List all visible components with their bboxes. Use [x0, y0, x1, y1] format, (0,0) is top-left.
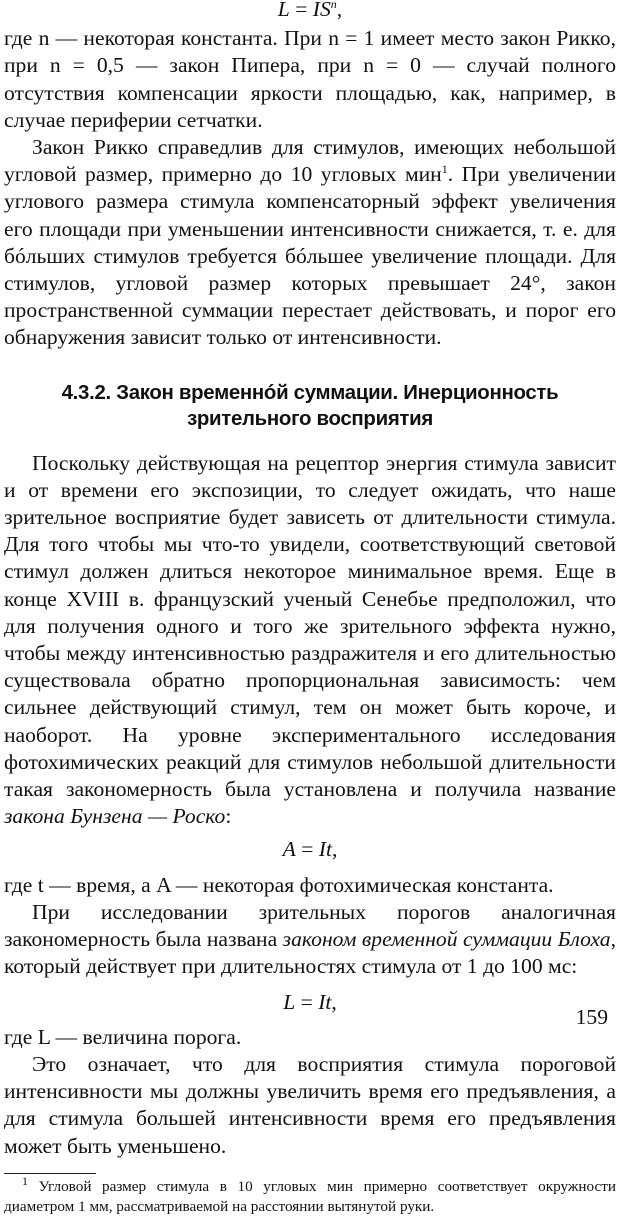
bloch-text-b: , который действует при длительностях стимула от 1 до 100 мс:	[4, 927, 616, 979]
bloch-text-a: При исследовании зрительных порогов аналогичная закономерность была названа	[4, 899, 616, 952]
bloch-law-term: законом временной суммации Блоха	[282, 927, 611, 952]
formula-lhs: L	[283, 989, 296, 1014]
page-number: 159	[575, 1005, 608, 1029]
formula-rhs: It	[318, 989, 332, 1014]
bunsen-text: Поскольку действующая на рецептор энергия стимула зависит и от времени его экспозиции, то следует ожидать, что наше зрительное восприятие будет зависеть от длительности стимула. Для того чтобы мы что-то увидели, соответствующий световой стимул должен длиться некоторое минимальное время. Еще в конце XVIII в. французский ученый Сенебье предположил, что для получения одного и того же зрительного эффекта нужно, чтобы между интенсивностью раздражителя и его длительностью существовала обратно пропорциональная зависимость: чем сильнее действующий стимул, тем он может быть короче, и наоборот. На уровне экспериментального исследования фотохимических реакций для стимулов небольшой длительности такая закономерность была установлена и получила название	[4, 450, 616, 802]
formula-rhs: It	[318, 837, 332, 862]
paragraph-where-t: где t — время, а A — некоторая фотохимическая константа.	[4, 872, 554, 897]
paragraph-meaning: Это означает, что для восприятия стимула пороговой интенсивности мы должны увеличить время его предъявления, а для стимула большей интенсивности время его предъявления может быть уменьшено.	[4, 1051, 616, 1158]
formula-lhs: L	[277, 0, 290, 21]
formula-rhs: IS	[312, 0, 331, 21]
ricco-text-b: . При увеличении углового размера стимула компенсаторный эффект увеличения его площади при уменьшении интенсивности снижается, т. е. для бóльших стимулов требуется бóльшее увеличение площади. Для стимулов, угловой размер которых превышает 24°, закон пространственной суммации перестает действовать, и порог его обнаружения зависит только от интенсивности.	[4, 162, 616, 350]
footnote	[4, 1173, 616, 1217]
formula-eq: =	[295, 837, 319, 862]
formula-trail: ,	[331, 989, 337, 1014]
footnote-divider	[4, 1173, 96, 1174]
formula-eq: =	[295, 989, 319, 1014]
paragraph-where-l: где L — величина порога.	[4, 1024, 242, 1049]
bunsen-roscoe-term: закона Бунзена — Роско	[4, 804, 226, 829]
paragraph-bunsen-roscoe	[4, 450, 616, 831]
formula-eq: =	[289, 0, 313, 21]
formula-bloch	[4, 989, 616, 1016]
formula-bunsen-roscoe	[4, 836, 616, 863]
paragraph-exponent-cases: где n — некоторая константа. При n = 1 имеет место закон Рикко, при n = 0,5 — закон Пипера, при n = 0 — случай полного отсутствия компенсации яркости площадью, как, например, в случае периферии сетчатки.	[4, 26, 616, 132]
heading-line-2: зрительного восприятия	[187, 407, 433, 430]
formula-exponent: n	[330, 0, 337, 11]
formula-trail: ,	[331, 837, 338, 862]
book-page	[4, 0, 616, 1215]
heading-line-1: 4.3.2. Закон временнóй суммации. Инерционность	[61, 381, 559, 404]
footnote-text: Угловой размер стимула в 10 угловых мин примерно соответствует окружности диаметром 1 мм, рассматриваемой на расстоянии вытянутой руки.	[4, 1177, 616, 1215]
formula-lhs: A	[282, 837, 296, 862]
paragraph-bloch-law	[4, 899, 616, 981]
bunsen-end: :	[225, 804, 232, 829]
ricco-text-a: Закон Рикко справедлив для стимулов, имеющих небольшой угловой размер, примерно до 10 угловых мин	[4, 135, 616, 187]
footnote-mark: 1	[22, 1173, 28, 1188]
paragraph-ricco-law	[4, 134, 616, 352]
formula-trail: ,	[336, 0, 343, 21]
footnote-reference[interactable]: 1	[441, 162, 448, 177]
formula-ricco-general	[4, 0, 616, 23]
section-heading	[4, 380, 616, 432]
